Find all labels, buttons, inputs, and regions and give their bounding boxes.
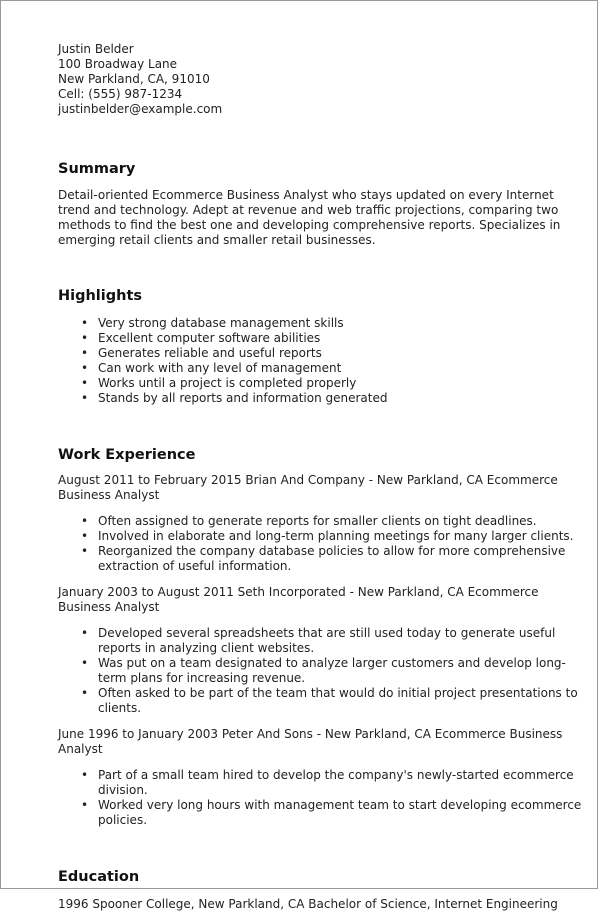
- experience-heading: Work Experience: [58, 447, 196, 463]
- summary-heading: Summary: [58, 161, 136, 177]
- highlights-heading: Highlights: [58, 288, 143, 304]
- job-entry: [58, 727, 593, 828]
- contact-cell: Cell: (555) 987-1234: [58, 87, 183, 101]
- education-text: 1996 Spooner College, New Parkland, CA Bachelor of Science, Internet Engineering: [58, 897, 558, 911]
- list-item: • Excellent computer software abilities: [58, 331, 593, 346]
- job-entry: [58, 585, 593, 716]
- list-item: • Part of a small team hired to develop the company's newly-started ecommerce division.: [58, 768, 593, 798]
- highlights-list: [58, 316, 593, 406]
- contact-street: 100 Broadway Lane: [58, 57, 178, 71]
- list-item: • Worked very long hours with management team to start developing ecommerce policies.: [58, 798, 593, 828]
- job-header: June 1996 to January 2003 Peter And Sons - New Parkland, CA Ecommerce Business Analyst: [58, 727, 563, 756]
- job-bullets: [58, 626, 593, 716]
- summary-section: [58, 160, 593, 248]
- contact-block: [58, 42, 593, 117]
- education-heading: Education: [58, 869, 140, 885]
- job-bullets: [58, 768, 593, 828]
- experience-section: [58, 446, 593, 828]
- list-item: • Was put on a team designated to analyze larger customers and develop long-term plans for increasing revenue.: [58, 656, 593, 686]
- list-item: • Involved in elaborate and long-term planning meetings for many larger clients.: [58, 529, 593, 544]
- contact-name: Justin Belder: [58, 42, 134, 56]
- list-item: • Reorganized the company database policies to allow for more comprehensive extraction of useful information.: [58, 544, 593, 574]
- summary-text: Detail-oriented Ecommerce Business Analyst who stays updated on every Internet trend and technology. Adept at revenue and web traffic projections, comparing two methods to find the best one and developing comprehensive reports. Specializes in emerging retail clients and smaller retail businesses.: [58, 188, 561, 247]
- list-item: • Works until a project is completed properly: [58, 376, 593, 391]
- list-item: • Often assigned to generate reports for smaller clients on tight deadlines.: [58, 514, 593, 529]
- job-header: January 2003 to August 2011 Seth Incorporated - New Parkland, CA Ecommerce Business Analyst: [58, 585, 539, 614]
- education-section: [58, 868, 593, 912]
- highlights-section: [58, 287, 593, 406]
- job-entry: [58, 473, 593, 574]
- list-item: • Can work with any level of management: [58, 361, 593, 376]
- list-item: • Often asked to be part of the team that would do initial project presentations to clients.: [58, 686, 593, 716]
- list-item: • Generates reliable and useful reports: [58, 346, 593, 361]
- job-bullets: [58, 514, 593, 574]
- contact-city: New Parkland, CA, 91010: [58, 72, 210, 86]
- list-item: • Developed several spreadsheets that are still used today to generate useful reports in analyzing client websites.: [58, 626, 593, 656]
- resume-content: [58, 42, 593, 912]
- contact-email: justinbelder@example.com: [58, 102, 223, 116]
- job-header: August 2011 to February 2015 Brian And Company - New Parkland, CA Ecommerce Business Analyst: [58, 473, 558, 502]
- list-item: • Very strong database management skills: [58, 316, 593, 331]
- list-item: • Stands by all reports and information generated: [58, 391, 593, 406]
